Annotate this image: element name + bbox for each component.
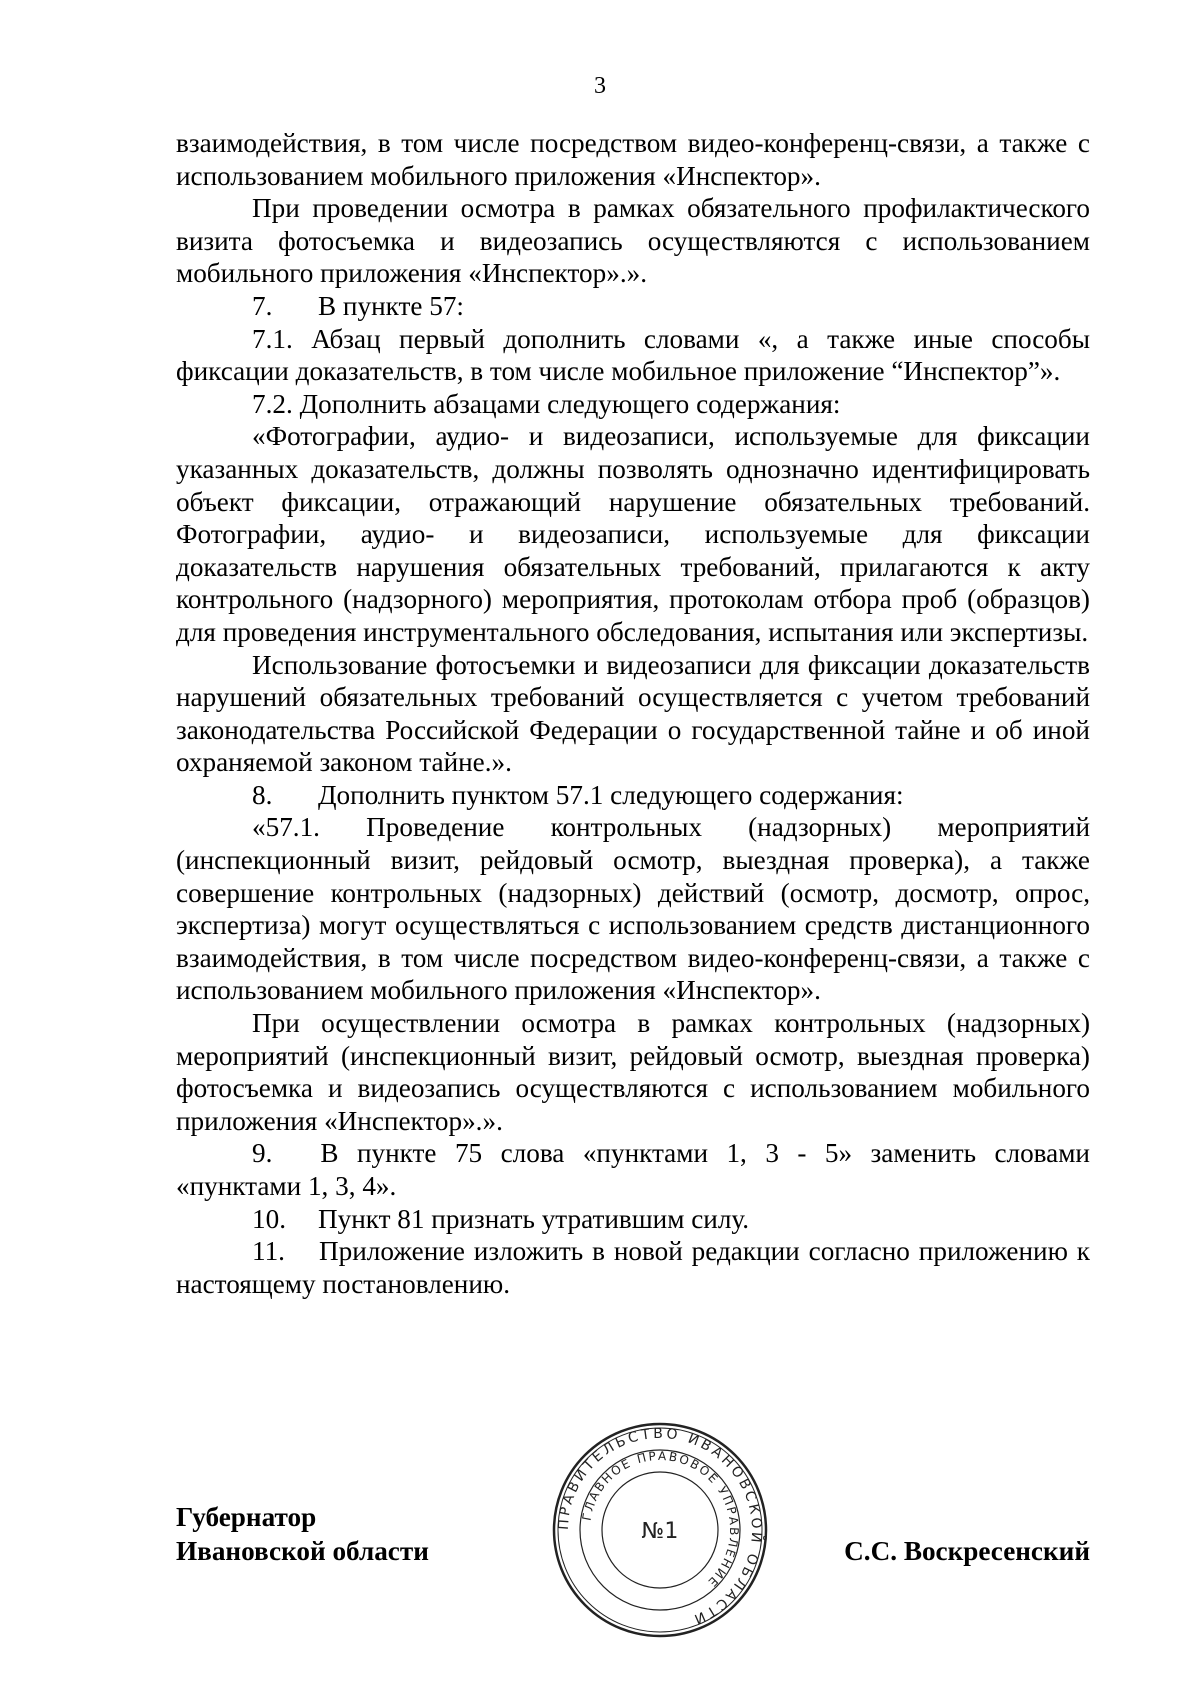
paragraph-7-2-photos: «Фотографии, аудио- и видеозаписи, используемые для фиксации указанных доказательств, должны позволять однозначно идентифицировать объект фиксации, отражающий нарушение обязательных требований. Фотографии, аудио- и видеозаписи, используемые для фиксации доказательств нарушения обязательных требований, прилагаются к акту контрольного (надзорного) мероприятия, протоколам отбора проб (образцов) для проведения инструментального обследования, испытания или экспертизы. (176, 421, 1090, 647)
item-7-text: В пункте 57: (318, 290, 464, 321)
seal-inner-text: ГЛАВНОЕ ПРАВОВОЕ УПРАВЛЕНИЕ (579, 1448, 742, 1591)
item-9-number: 9. (252, 1138, 273, 1169)
signatory-title-line1: Губернатор (176, 1502, 317, 1532)
item-10-text: Пункт 81 признать утратившим силу. (318, 1203, 750, 1234)
paragraph-7-1: 7.1. Абзац первый дополнить словами «, а также иные способы фиксации доказательств, в том числе мобильное приложение “Инспектор”». (176, 323, 1090, 387)
item-11-text: Приложение изложить в новой редакции согласно приложению к настоящему постановлению. (176, 1236, 1090, 1299)
seal-outer-text: ПРАВИТЕЛЬСТВО ИВАНОВСКОЙ ОБЛАСТИ (555, 1425, 765, 1629)
signatory-title-line2: Ивановской области (176, 1536, 429, 1566)
item-7 (176, 290, 1090, 323)
paragraph-57-1: «57.1. Проведение контрольных (надзорных) мероприятий (инспекционный визит, рейдовый осмотр, выездная проверка), а также совершение контрольных (надзорных) действий (осмотр, досмотр, опрос, экспертиза) могут осуществляться с использованием средств дистанционного взаимодействия, в том числе посредством видео-конференц-связи, а также с использованием мобильного приложения «Инспектор». (176, 812, 1090, 1006)
page-number: 3 (594, 73, 606, 99)
item-10 (176, 1203, 1090, 1236)
seal-center-text: №1 (641, 1519, 679, 1544)
paragraph-continuation: взаимодействия, в том числе посредством видео-конференц-связи, а также с использованием мобильного приложения «Инспектор». (176, 128, 1090, 191)
paragraph-57-1-inspection: При осуществлении осмотра в рамках контрольных (надзорных) мероприятий (инспекционный визит, рейдовый осмотр, выездная проверка) фотосъемка и видеозапись осуществляются с использованием мобильного приложения «Инспектор».». (176, 1008, 1090, 1136)
item-11 (176, 1235, 1090, 1300)
item-10-number: 10. (252, 1203, 286, 1234)
item-8-text: Дополнить пунктом 57.1 следующего содержания: (318, 779, 904, 810)
paragraph-7-2-usage: Использование фотосъемки и видеозаписи для фиксации доказательств нарушений обязательных требований осуществляется с учетом требований законодательства Российской Федерации о государственной тайне и об иной охраняемой законом тайне.». (176, 649, 1090, 778)
item-8-number: 8. (252, 779, 273, 810)
paragraph-7-2: 7.2. Дополнить абзацами следующего содержания: (252, 388, 841, 419)
paragraph-inspection-visit: При проведении осмотра в рамках обязательного профилактического визита фотосъемка и видеозапись осуществляются с использованием мобильного приложения «Инспектор».». (176, 193, 1090, 289)
item-7-number: 7. (252, 290, 273, 321)
official-seal (550, 1420, 770, 1640)
signatory-title (176, 1500, 429, 1568)
item-9 (176, 1137, 1090, 1202)
document-body (176, 127, 1090, 1300)
signatory-name: С.С. Воскресенский (844, 1536, 1090, 1566)
item-8 (176, 779, 1090, 812)
item-11-number: 11. (252, 1236, 285, 1267)
item-9-text: В пункте 75 слова «пунктами 1, 3 - 5» заменить словами «пунктами 1, 3, 4». (176, 1138, 1090, 1201)
